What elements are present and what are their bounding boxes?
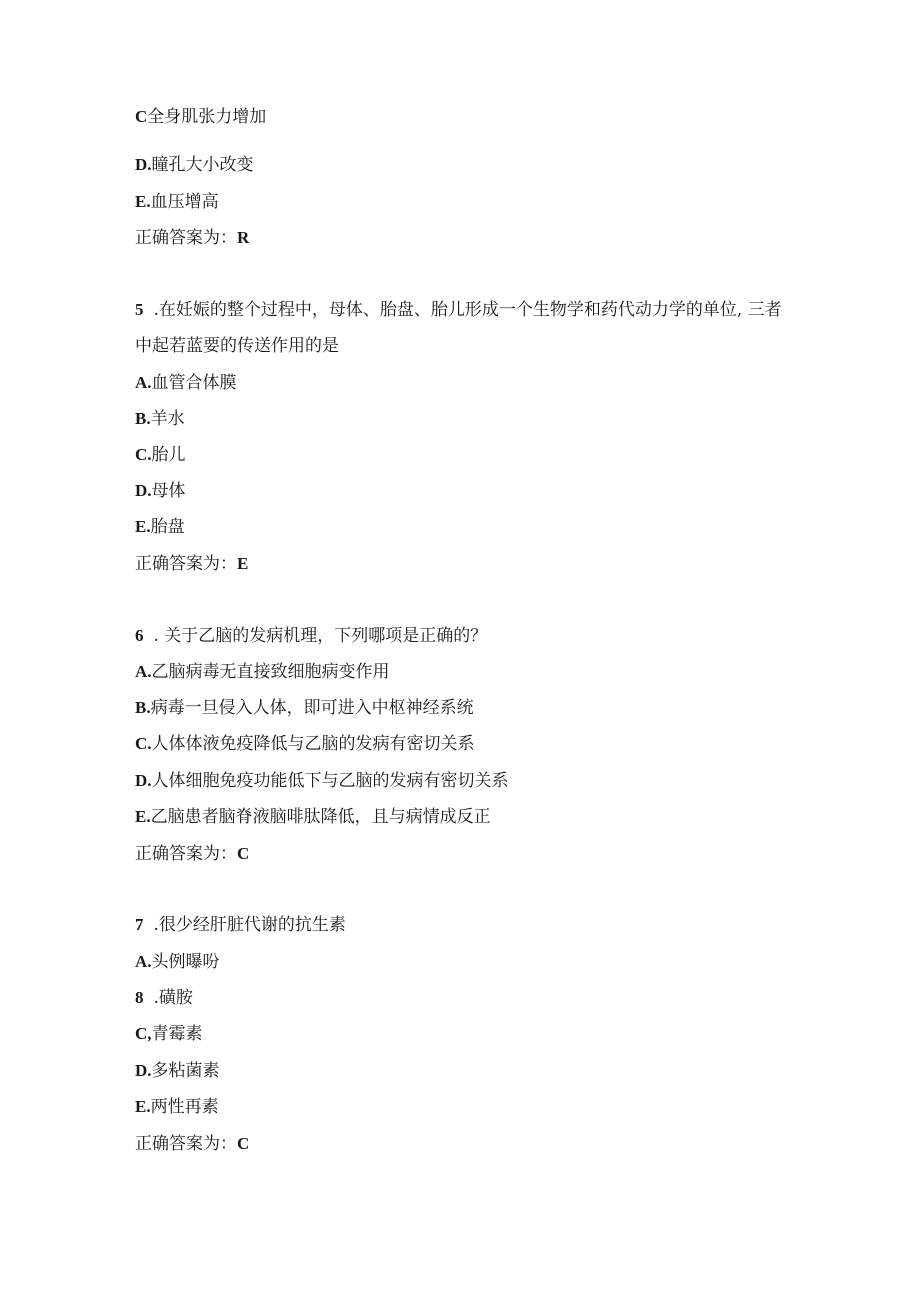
answer-line — [135, 553, 248, 575]
option-letter: B. — [135, 409, 151, 428]
answer-label: 正确答案为： — [135, 554, 237, 574]
option-letter: E. — [135, 192, 151, 211]
option-letter: B. — [135, 698, 151, 717]
question-text: .在妊娠的整个过程中，母体、胎盘、胎儿形成一个生物学和药代动力学的单位, 三者中起若蓝要的传送作用的是 — [135, 300, 782, 356]
option-letter: C, — [135, 1024, 152, 1043]
question-text: . 关于乙脑的发病机理，下列哪项是正确的？ — [153, 626, 488, 646]
option-letter: A. — [135, 952, 152, 971]
option-text: .磺胺 — [153, 988, 193, 1008]
option-text: 瞳孔大小改变 — [151, 155, 254, 175]
option-letter: E. — [135, 517, 151, 536]
option-letter: D. — [135, 481, 152, 500]
option-c — [135, 106, 266, 128]
option-letter: A. — [135, 662, 152, 681]
option-letter: E. — [135, 1097, 151, 1116]
option-letter: D. — [135, 771, 152, 790]
option-text: 血管合体膜 — [151, 373, 237, 393]
answer-value: R — [237, 228, 250, 247]
option-letter: E. — [135, 807, 151, 826]
option-a — [135, 372, 237, 394]
answer-label: 正确答案为： — [135, 1134, 237, 1154]
question-5 — [135, 292, 785, 364]
question-number: 6 — [135, 626, 144, 645]
option-e — [135, 516, 185, 538]
option-c — [135, 1023, 203, 1045]
question-number: 5 — [135, 300, 144, 319]
question-number: 7 — [135, 915, 144, 934]
option-text: 人体体液免疫降低与乙脑的发病有密切关系 — [151, 734, 475, 754]
option-text: 胎盘 — [150, 517, 185, 537]
option-letter: C. — [135, 445, 152, 464]
option-d — [135, 480, 186, 502]
answer-value: C — [237, 844, 250, 863]
question-text: .很少经肝脏代谢的抗生素 — [153, 915, 346, 935]
option-text: 乙脑病毒无直接致细胞病变作用 — [151, 662, 390, 682]
option-c — [135, 444, 186, 466]
option-a — [135, 951, 220, 973]
answer-line — [135, 1133, 249, 1155]
option-text: 多粘菌素 — [151, 1061, 220, 1081]
option-text: 胎儿 — [151, 445, 186, 465]
option-e — [135, 1096, 219, 1118]
option-text: 两性再素 — [150, 1097, 219, 1117]
option-text: 青霉素 — [151, 1024, 203, 1044]
option-text: 人体细胞免疫功能低下与乙脑的发病有密切关系 — [151, 771, 509, 791]
option-d — [135, 770, 509, 792]
option-letter: D. — [135, 1061, 152, 1080]
option-text: 羊水 — [150, 409, 185, 429]
option-letter: 8 — [135, 988, 144, 1007]
option-letter: A. — [135, 373, 152, 392]
answer-line — [135, 227, 249, 249]
question-6 — [135, 625, 487, 647]
option-e — [135, 806, 491, 828]
option-letter: D. — [135, 155, 152, 174]
answer-label: 正确答案为： — [135, 228, 237, 248]
answer-value: C — [237, 1134, 250, 1153]
option-text: 头例曝吩 — [151, 952, 220, 972]
option-text: 乙脑患者脑脊液脑啡肽降低，且与病情成反正 — [150, 807, 491, 827]
option-d — [135, 1060, 220, 1082]
option-b — [135, 697, 474, 719]
option-text: 血压增高 — [150, 192, 219, 212]
option-d — [135, 154, 254, 176]
option-text: 母体 — [151, 481, 186, 501]
answer-line — [135, 843, 249, 865]
option-text: 全身肌张力增加 — [147, 107, 267, 127]
question-7 — [135, 914, 346, 936]
option-b — [135, 987, 193, 1009]
option-e — [135, 191, 219, 213]
answer-label: 正确答案为： — [135, 844, 237, 864]
option-c — [135, 733, 475, 755]
option-letter: C. — [135, 734, 152, 753]
option-text: 病毒一旦侵入人体，即可进入中枢神经系统 — [150, 698, 474, 718]
option-b — [135, 408, 185, 430]
option-a — [135, 661, 390, 683]
option-letter: C — [135, 107, 148, 126]
answer-value: E — [237, 554, 249, 573]
